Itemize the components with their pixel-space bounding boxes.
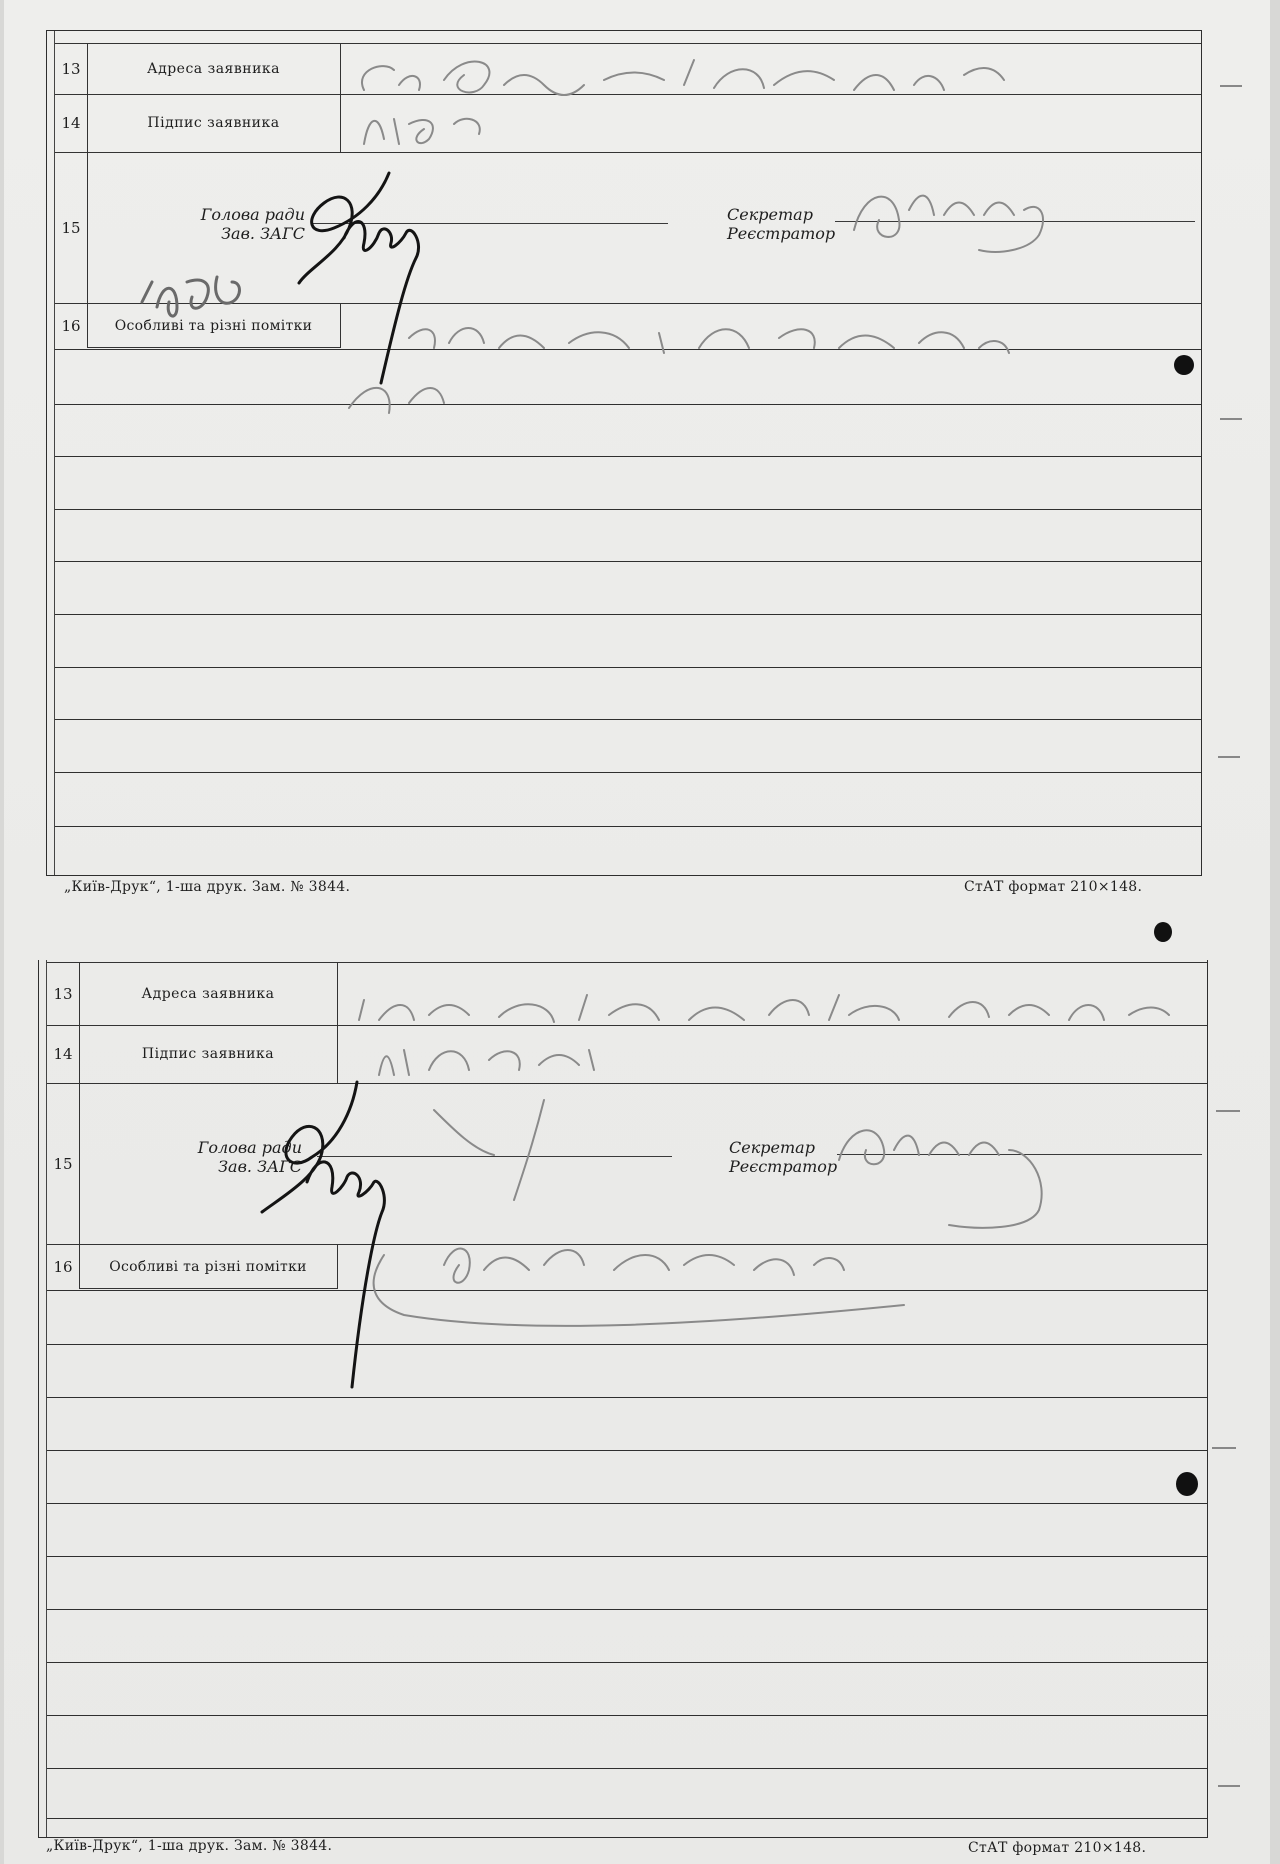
signature-line-right [837,1154,1202,1155]
row-number: 13 [55,44,88,94]
council-head-text: Голова ради [197,1138,302,1157]
margin-mark [1220,85,1242,87]
ruled-line [55,614,1201,615]
ruled-line [55,456,1201,457]
row-15 [55,153,1201,304]
row-number: 16 [55,304,88,348]
row-14 [55,94,1201,153]
council-head-text: Голова ради [200,205,305,224]
row-14 [47,1025,1207,1084]
ruled-line [55,404,1201,405]
document-page [4,0,1270,1864]
ruled-line [47,1556,1207,1557]
ruled-line [47,1344,1207,1345]
ruled-line [55,772,1201,773]
council-head-label [155,205,305,243]
secretary-text: Секретар [727,205,813,224]
ruled-line [47,1397,1207,1398]
applicant-signature-label: Підпис заявника [79,1025,338,1083]
council-head-label [147,1138,302,1176]
footer-format-bottom: СтАТ формат 210×148. [968,1840,1147,1856]
applicant-address-label: Адреса заявника [87,44,341,94]
registrar-text: Реєстратор [729,1157,838,1176]
applicant-signature-label: Підпис заявника [87,94,341,152]
margin-mark [1218,756,1240,758]
binder-hole [1154,922,1172,942]
ruled-line [47,1818,1207,1819]
row-number: 15 [55,153,88,303]
ruled-line [55,561,1201,562]
signature-line-left [313,223,668,224]
registrar-text: Реєстратор [727,224,836,243]
margin-mark [1218,1785,1240,1787]
applicant-address-label: Адреса заявника [79,963,338,1025]
row-number: 13 [47,963,80,1025]
ruled-line [47,1662,1207,1663]
ruled-line [55,826,1201,827]
registry-head-text: Зав. ЗАГС [221,224,305,243]
form-grid [46,960,1207,1837]
secretary-label [727,205,887,243]
register-form-bottom [38,960,1208,1838]
row-number: 14 [55,94,88,152]
ruled-line [55,667,1201,668]
row-number: 16 [47,1245,80,1289]
row-16 [55,304,1201,348]
margin-mark [1216,1110,1240,1112]
row-16-underline [55,349,1201,350]
notes-label: Особливі та різні помітки [79,1245,338,1289]
ruled-line [47,1503,1207,1504]
footer-format-top: СтАТ формат 210×148. [964,879,1143,895]
ruled-line [47,1768,1207,1769]
footer-printer-bottom: „Київ-Друк“, 1-ша друк. Зам. № 3844. [46,1838,333,1854]
row-15 [47,1084,1207,1245]
row-13 [47,962,1207,1026]
row-number: 14 [47,1025,80,1083]
notes-label: Особливі та різні помітки [87,304,341,348]
signature-line-right [835,221,1195,222]
register-form-top [46,30,1202,876]
ruled-line [47,1450,1207,1451]
ruled-line [47,1715,1207,1716]
form-grid [54,31,1201,875]
ruled-line [55,509,1201,510]
binder-hole [1174,355,1194,375]
footer-printer-top: „Київ-Друк“, 1-ша друк. Зам. № 3844. [64,879,351,895]
row-13 [55,43,1201,95]
registry-head-text: Зав. ЗАГС [218,1157,302,1176]
ruled-line [47,1609,1207,1610]
secretary-text: Секретар [729,1138,815,1157]
signature-line-left [317,1156,672,1157]
ruled-line [55,719,1201,720]
secretary-label [729,1138,889,1176]
margin-mark [1212,1447,1236,1449]
binder-hole [1176,1472,1198,1496]
row-16-underline [47,1290,1207,1291]
row-number: 15 [47,1084,80,1244]
margin-mark [1220,418,1242,420]
row-16 [47,1245,1207,1289]
